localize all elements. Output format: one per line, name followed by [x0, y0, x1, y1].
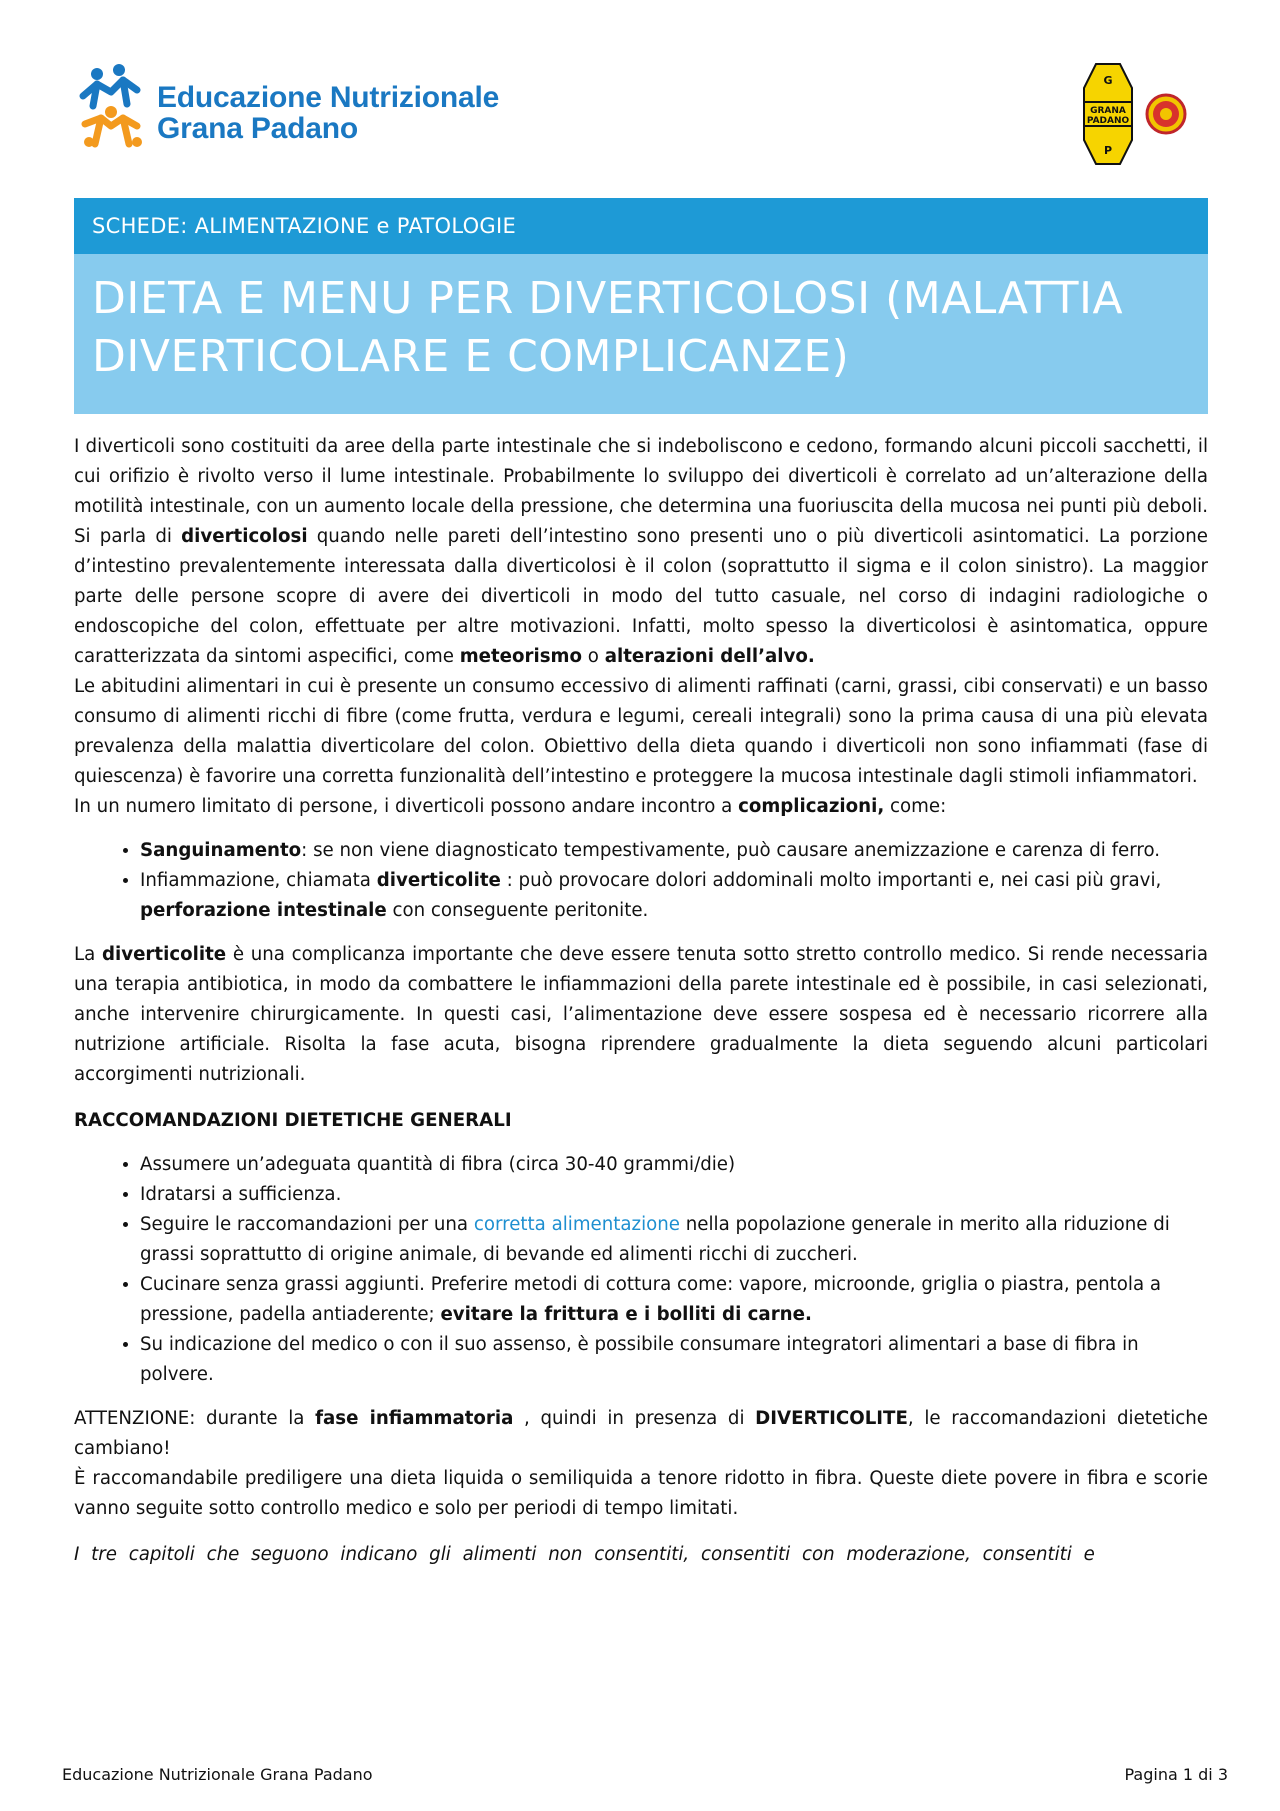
brand-line-1: Educazione Nutrizionale — [157, 81, 500, 114]
list-item: • Su indicazione del medico o con il suo assenso, è possibile consumare integratori alimentari a base di fibra in polvere. — [140, 1330, 1208, 1390]
list-item: • Infiammazione, chiamata diverticolite : può provocare dolori addominali molto importanti e, nei casi più gravi, perforazione intestinale con conseguente peritonite. — [140, 866, 1208, 926]
brand-logo — [75, 62, 499, 152]
complications-intro: In un numero limitato di persone, i diverticoli possono andare incontro a complicazioni, come: — [74, 796, 947, 817]
complications-list — [74, 836, 1208, 926]
diverticolite-paragraph: La diverticolite è una complicanza importante che deve essere tenuta sotto stretto controllo medico. Si rende necessaria una terapia antibiotica, in modo da combattere le infiammazioni della parete intestinale ed è possibile, in casi selezionati, anche intervenire chirurgicamente. In questi casi, l’alimentazione deve essere sospesa ed è necessario ricorrere alla nutrizione artificiale. Risolta la fase acuta, bisogna riprendere gradualmente la dieta seguendo alcuni particolari accorgimenti nutrizionali. — [74, 944, 1208, 1085]
brand-line-2: Grana Padano — [157, 112, 358, 145]
list-item: • Idratarsi a sufficienza. — [140, 1180, 1208, 1210]
liquid-diet-paragraph: È raccomandabile prediligere una dieta liquida o semiliquida a tenore ridotto in fibra. Queste diete povere in fibra e scorie vanno seguite sotto controllo medico e solo per periodi di tempo limitati. — [74, 1468, 1208, 1519]
intro-paragraph: I diverticoli sono costituiti da aree della parte intestinale che si indeboliscono e cedono, formando alcuni piccoli sacchetti, il cui orifizio è rivolto verso il lume intestinale. Probabilmente lo sviluppo dei diverticoli è correlato ad un’alterazione della motilità intestinale, con un aumento locale della pressione, che determina una fuoriuscita della mucosa nei punti più deboli. Si parla di diverticolosi quando nelle pareti dell’intestino sono presenti uno o più diverticoli asintomatici. La porzione d’intestino prevalentemente interessata dalla diverticolosi è il colon (soprattutto il sigma e il colon sinistro). La maggior parte delle persone scopre di avere dei diverticoli in modo del tutto casuale, nel corso di indagini radiologiche o endoscopiche del colon, effettuate per altre motivazioni. Infatti, molto spesso la diverticolosi è asintomatica, oppure caratterizzata da sintomi aspecifici, come meteorismo o alterazioni dell’alvo. — [74, 436, 1208, 667]
gp-word-padano: PADANO — [1086, 116, 1130, 126]
section-label: SCHEDE: ALIMENTAZIONE e PATOLOGIE — [92, 214, 517, 238]
list-item: • Assumere un’adeguata quantità di fibra (circa 30-40 grammi/die) — [140, 1150, 1208, 1180]
closing-italic-paragraph: I tre capitoli che seguono indicano gli alimenti non consentiti, consentiti con moderazione, consentiti e — [74, 1544, 1095, 1565]
article-body — [74, 432, 1208, 1570]
page-number: Pagina 1 di 3 — [1124, 1765, 1228, 1784]
list-item: • Seguire le raccomandazioni per una corretta alimentazione nella popolazione generale in merito alla riduzione di grassi soprattutto di origine animale, di bevande ed alimenti ricchi di zuccheri. — [140, 1210, 1208, 1270]
title-band — [74, 254, 1208, 414]
gp-letter-p: P — [1103, 144, 1113, 157]
habits-paragraph: Le abitudini alimentari in cui è presente un consumo eccessivo di alimenti raffinati (carni, grassi, cibi conservati) e un basso consumo di alimenti ricchi di fibre (come frutta, verdura e legumi, cereali integrali) sono la prima causa di una più elevata prevalenza della malattia diverticolare del colon. Obiettivo della dieta quando i diverticoli non sono infiammati (fase di quiescenza) è favorire una corretta funzionalità dell’intestino e proteggere la mucosa intestinale dagli stimoli infiammatori. — [74, 676, 1208, 787]
gp-word-grana: GRANA — [1090, 106, 1126, 116]
recommendations-heading: RACCOMANDAZIONI DIETETICHE GENERALI — [74, 1110, 512, 1131]
list-item: • Cucinare senza grassi aggiunti. Preferire metodi di cottura come: vapore, microonde, griglia o piastra, pentola a pressione, padella antiaderente; evitare la frittura e i bolliti di carne. — [140, 1270, 1208, 1330]
people-logo-icon — [75, 62, 147, 152]
recommendations-list — [74, 1150, 1208, 1390]
corretta-alimentazione-link[interactable]: corretta alimentazione — [473, 1214, 680, 1235]
brand-logo-text — [157, 62, 499, 144]
list-item: • Sanguinamento: se non viene diagnosticato tempestivamente, può causare anemizzazione e carenza di ferro. — [140, 836, 1208, 866]
gp-letter-g: G — [1103, 74, 1113, 87]
footer-source: Educazione Nutrizionale Grana Padano — [62, 1765, 373, 1784]
page-title: DIETA E MENU PER DIVERTICOLOSI (MALATTIA DIVERTICOLARE E COMPLICANZE) — [92, 273, 1124, 382]
section-label-band — [74, 198, 1208, 254]
attention-paragraph: ATTENZIONE: durante la fase infiammatoria , quindi in presenza di DIVERTICOLITE, le raccomandazioni dietetiche cambiano! — [74, 1408, 1208, 1459]
grana-padano-dop-logo — [1062, 62, 1190, 166]
